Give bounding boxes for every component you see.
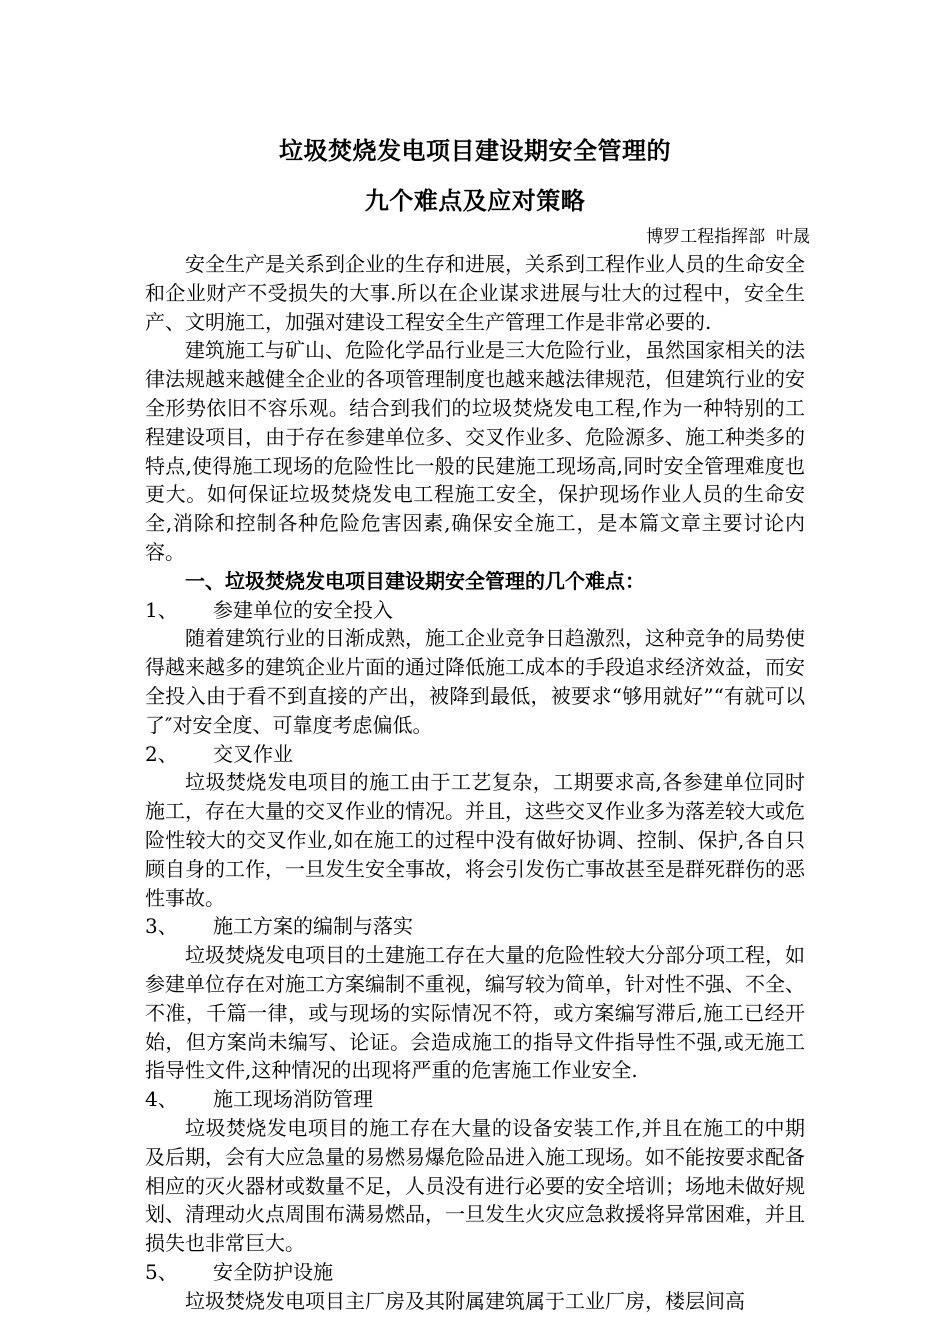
item-heading: [145, 596, 805, 625]
item-heading: [145, 912, 805, 941]
section-heading: 一、垃圾焚烧发电项目建设期安全管理的几个难点：: [185, 568, 645, 593]
document-title-line2: 九个难点及应对策略: [364, 186, 586, 215]
item-paragraph: 垃圾焚烧发电项目的土建施工存在大量的危险性较大分部分项工程，如参建单位存在对施工方案编制不重视，编写较为简单，针对性不强、不全、不准，千篇一律，或与现场的实际情况不符，或方案编写滞后,施工已经开始，但方案尚未编写、论证。会造成施工的指导文件指导性不强,或无施工指导性文件,这种情况的出现将严重的危害施工作业安全.: [145, 943, 805, 1083]
item-heading: [145, 1085, 805, 1114]
author-line: 博罗工程指挥部 叶晟: [646, 227, 810, 247]
intro-paragraph: 建筑施工与矿山、危险化学品行业是三大危险行业，虽然国家相关的法律法规越来越健全企业的各项管理制度也越来越法律规范，但建筑行业的安全形势依旧不容乐观。结合到我们的垃圾焚烧发电工程,作为一种特别的工程建设项目，由于存在参建单位多、交叉作业多、危险源多、施工种类多的特点,使得施工现场的危险性比一般的民建施工现场高,同时安全管理难度也更大。如何保证垃圾焚烧发电工程施工安全，保护现场作业人员的生命安全,消除和控制各种危险危害因素,确保安全施工，是本篇文章主要讨论内容。: [145, 338, 805, 564]
item-paragraph: 垃圾焚烧发电项目的施工存在大量的设备安装工作,并且在施工的中期及后期，会有大应急量的易燃易爆危险品进入施工现场。如不能按要求配备相应的灭火器材或数量不足，人员没有进行必要的安全培训；场地未做好规划、清理动火点周围布满易燃品，一旦发生火灾应急救援将异常困难，并且损失也非常巨大。: [145, 1115, 805, 1256]
item-heading: [145, 740, 805, 769]
intro-paragraph: 安全生产是关系到企业的生存和进展，关系到工程作业人员的生命安全和企业财产不受损失的大事.所以在企业谋求进展与壮大的过程中，安全生产、文明施工，加强对建设工程安全生产管理工作是非常必要的.: [145, 252, 805, 334]
item-title: 施工现场消防管理: [213, 1087, 373, 1112]
item-title: 施工方案的编制与落实: [213, 914, 413, 939]
item-paragraph: 垃圾焚烧发电项目的施工由于工艺复杂，工期要求高,各参建单位同时施工，存在大量的交叉作业的情况。并且，这些交叉作业多为落差较大或危险性较大的交叉作业,如在施工的过程中没有做好协调、控制、保护,各自只顾自身的工作，一旦发生安全事故，将会引发伤亡事故甚至是群死群伤的恶性事故。: [145, 770, 805, 910]
item-title: 交叉作业: [213, 741, 293, 766]
document-title-line1: 垃圾焚烧发电项目建设期安全管理的: [279, 136, 671, 165]
item-title: 安全防护设施: [213, 1259, 333, 1284]
item-number: 5、: [145, 1259, 178, 1284]
item-heading: [145, 1258, 805, 1287]
item-paragraph: 随着建筑行业的日渐成熟，施工企业竞争日趋激烈，这种竞争的局势使得越来越多的建筑企业片面的通过降低施工成本的手段追求经济效益，而安全投入由于看不到直接的产出，被降到最低，被要求“够用就好”“有就可以了″对安全度、可靠度考虑偏低。: [145, 626, 805, 737]
item-number: 1、: [145, 597, 178, 622]
item-number: 3、: [145, 914, 178, 939]
document-body: [145, 250, 805, 1315]
item-number: 4、: [145, 1087, 178, 1112]
item-paragraph: 垃圾焚烧发电项目主厂房及其附属建筑属于工业厂房，楼层间高: [185, 1288, 745, 1313]
item-number: 2、: [145, 741, 178, 766]
item-title: 参建单位的安全投入: [213, 597, 393, 622]
